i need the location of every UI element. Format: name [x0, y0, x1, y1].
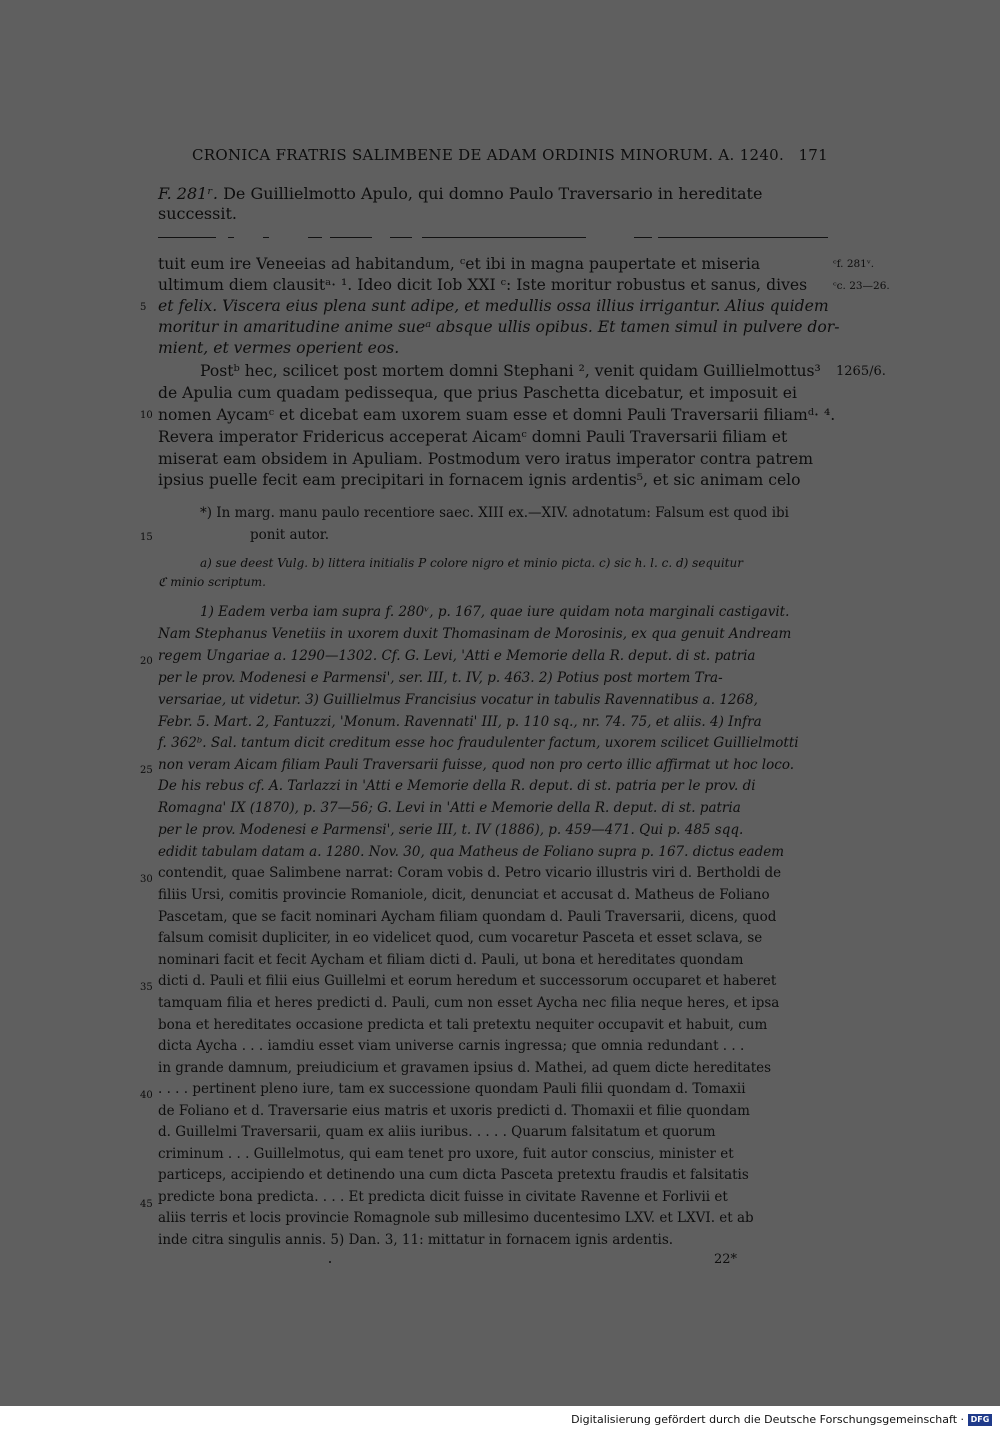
- footnote-line: Romagna' IX (1870), p. 37—56; G. Levi in 'Atti e Memorie della R. deput. di st. patria: [158, 800, 741, 816]
- signature-mark: 22*: [714, 1252, 738, 1267]
- text-line: nomen Aycamᶜ et dicebat eam uxorem suam esse et domni Pauli Traversarii filiamᵈ· ⁴.: [158, 406, 836, 424]
- margin-note: ᶜc. 23—26.: [833, 280, 890, 292]
- footnote-line: filiis Ursi, comitis provincie Romaniole, dicit, denunciat et accusat d. Matheus de Foliano: [158, 887, 770, 903]
- folio-label: F. 281ʳ.: [158, 184, 218, 203]
- text-line: Postᵇ hec, scilicet post mortem domni Stephani ², venit quidam Guillielmottus³: [200, 362, 821, 380]
- apparatus-line: a) sue deest Vulg. b) littera initialis P colore nigro et minio picta. c) sic h. l. c. d) sequitur: [200, 556, 743, 570]
- footnote-line: . . . . pertinent pleno iure, tam ex successione quondam Pauli filii quondam d. Tomaxii: [158, 1081, 746, 1097]
- line-number: 20: [140, 656, 153, 667]
- footnote-line: De his rebus cf. A. Tarlazzi in 'Atti e Memorie della R. deput. di st. patria per le prov. di: [158, 778, 756, 794]
- text-line: ultimum diem clausitᵃ· ¹. Ideo dicit Iob XXI ᶜ: Iste moritur robustus et sanus, dives: [158, 276, 808, 294]
- text-line: mient, et vermes operient eos.: [158, 339, 400, 357]
- chapter-heading: [158, 184, 828, 224]
- footnote-line: tamquam filia et heres predicti d. Pauli, cum non esset Aycha nec filia neque heres, et ipsa: [158, 995, 780, 1011]
- line-number: 15: [140, 532, 153, 543]
- line-number: 40: [140, 1090, 153, 1101]
- footnote-line: in grande damnum, preiudicium et gravamen ipsius d. Mathei, ad quem dicte hereditates: [158, 1060, 772, 1076]
- footnote-line: d. Guillelmi Traversarii, quam ex aliis iuribus. . . . . Quarum falsitatum et quorum: [158, 1124, 716, 1140]
- line-number: 25: [140, 765, 153, 776]
- text-line: ipsius puelle fecit eam precipitari in fornacem ignis ardentis⁵, et sic animam celo: [158, 471, 801, 489]
- text-line: de Apulia cum quadam pedissequa, que prius Paschetta dicebatur, et imposuit ei: [158, 384, 797, 402]
- page-number: 171: [798, 146, 828, 164]
- footnote-line: 1) Eadem verba iam supra f. 280ᵛ, p. 167, quae iure quidam nota marginali castigavit.: [200, 604, 790, 620]
- footnote-line: falsum comisit dupliciter, in eo videlicet quod, cum vocaretur Pasceta et esset sclava, se: [158, 930, 763, 946]
- footnote-line: Febr. 5. Mart. 2, Fantuzzi, 'Monum. Ravennati' III, p. 110 sq., nr. 74. 75, et aliis. 4) Infra: [158, 714, 762, 730]
- line-number: 45: [140, 1199, 153, 1210]
- footnote-line: predicte bona predicta. . . . Et predicta dicit fuisse in civitate Ravenne et Forlivii et: [158, 1189, 728, 1205]
- footnote-line: de Foliano et d. Traversarie eius matris et uxoris predicti d. Thomaxii et filie quondam: [158, 1103, 750, 1119]
- footer-bar: [0, 1406, 1000, 1434]
- separator-rule: [158, 237, 828, 239]
- footnote-line: bona et hereditates occasione predicta et tali pretextu nequiter occupavit et habuit, cum: [158, 1017, 768, 1033]
- header-title: CRONICA FRATRIS SALIMBENE DE ADAM ORDINIS MINORUM. A. 1240.: [192, 146, 785, 164]
- footnote-line: nominari facit et fecit Aycham et filiam dicti d. Pauli, ut bona et hereditates quondam: [158, 952, 744, 968]
- footnote-line: contendit, quae Salimbene narrat: Coram vobis d. Petro vicario illustris viri d. Bertholdi de: [158, 865, 782, 881]
- text-line: moritur in amaritudine anime sueᵃ absque ullis opibus. Et tamen simul in pulvere dor-: [158, 318, 840, 336]
- footnote-line: Pascetam, que se facit nominari Aycham filiam quondam d. Pauli Traversarii, dicens, quod: [158, 909, 777, 925]
- text-line: Revera imperator Fridericus acceperat Aicamᶜ domni Pauli Traversarii filiam et: [158, 428, 788, 446]
- apparatus-line: ℭ minio scriptum.: [158, 575, 266, 589]
- footnote-line: Nam Stephanus Venetiis in uxorem duxit Thomasinam de Morosinis, ex qua genuit Andream: [158, 626, 792, 642]
- text-line: et felix. Viscera eius plena sunt adipe, et medullis ossa illius irrigantur. Alius quidem: [158, 297, 829, 315]
- line-number: 30: [140, 874, 153, 885]
- margin-note: ᶜf. 281ᵛ.: [833, 258, 875, 270]
- gloss-line: ponit autor.: [250, 527, 330, 543]
- text-line: miserat eam obsidem in Apuliam. Postmodum vero iratus imperator contra patrem: [158, 450, 814, 468]
- margin-year: 1265/6.: [836, 364, 886, 379]
- print-mark: [329, 1261, 331, 1263]
- footnote-line: particeps, accipiendo et detinendo una cum dicta Pasceta pretextu fraudis et falsitatis: [158, 1167, 749, 1183]
- footnote-line: versariae, ut videtur. 3) Guillielmus Francisius vocatur in tabulis Ravennatibus a. 1268,: [158, 692, 758, 708]
- footnote-line: regem Ungariae a. 1290—1302. Cf. G. Levi, 'Atti e Memorie della R. deput. di st. patria: [158, 648, 756, 664]
- gloss-line: *) In marg. manu paulo recentiore saec. XIII ex.—XIV. adnotatum: Falsum est quod ibi: [200, 505, 790, 521]
- footnote-line: per le prov. Modenesi e Parmensi', serie III, t. IV (1886), p. 459—471. Qui p. 485 sqq.: [158, 822, 744, 838]
- footer-credit: Digitalisierung gefördert durch die Deutsche Forschungsgemeinschaft ·: [571, 1413, 964, 1426]
- footnote-line: criminum . . . Guillelmotus, qui eam tenet pro uxore, fuit autor conscius, minister et: [158, 1146, 734, 1162]
- footnote-line: non veram Aicam filiam Pauli Traversarii fuisse, quod non pro certo illic affirmat ut hoc loco.: [158, 757, 794, 773]
- footnote-line: inde citra singulis annis. 5) Dan. 3, 11: mittatur in fornacem ignis ardentis.: [158, 1232, 674, 1248]
- running-header: [192, 146, 828, 164]
- line-number: 5: [140, 302, 147, 313]
- chapter-title: De Guillielmotto Apulo, qui domno Paulo Traversario in hereditate successit.: [158, 184, 763, 223]
- dfg-logo: DFG: [968, 1414, 992, 1426]
- footnote-line: aliis terris et locis provincie Romagnole sub millesimo ducentesimo LXV. et LXVI. et ab: [158, 1210, 754, 1226]
- footnote-line: f. 362ᵇ. Sal. tantum dicit creditum esse hoc fraudulenter factum, uxorem scilicet Guillielmotti: [158, 735, 799, 751]
- text-line: tuit eum ire Veneeias ad habitandum, ᶜet ibi in magna paupertate et miseria: [158, 255, 761, 273]
- line-number: 35: [140, 982, 153, 993]
- footnote-line: dicti d. Pauli et filii eius Guillelmi et eorum heredum et successorum occuparet et haberet: [158, 973, 777, 989]
- footnote-line: dicta Aycha . . . iamdiu esset viam universe carnis ingressa; que omnia redundant . . .: [158, 1038, 745, 1054]
- footnote-line: per le prov. Modenesi e Parmensi', ser. III, t. IV, p. 463. 2) Potius post mortem Tra-: [158, 670, 723, 686]
- line-number: 10: [140, 410, 153, 421]
- footnote-line: edidit tabulam datam a. 1280. Nov. 30, qua Matheus de Foliano supra p. 167. dictus eadem: [158, 844, 785, 860]
